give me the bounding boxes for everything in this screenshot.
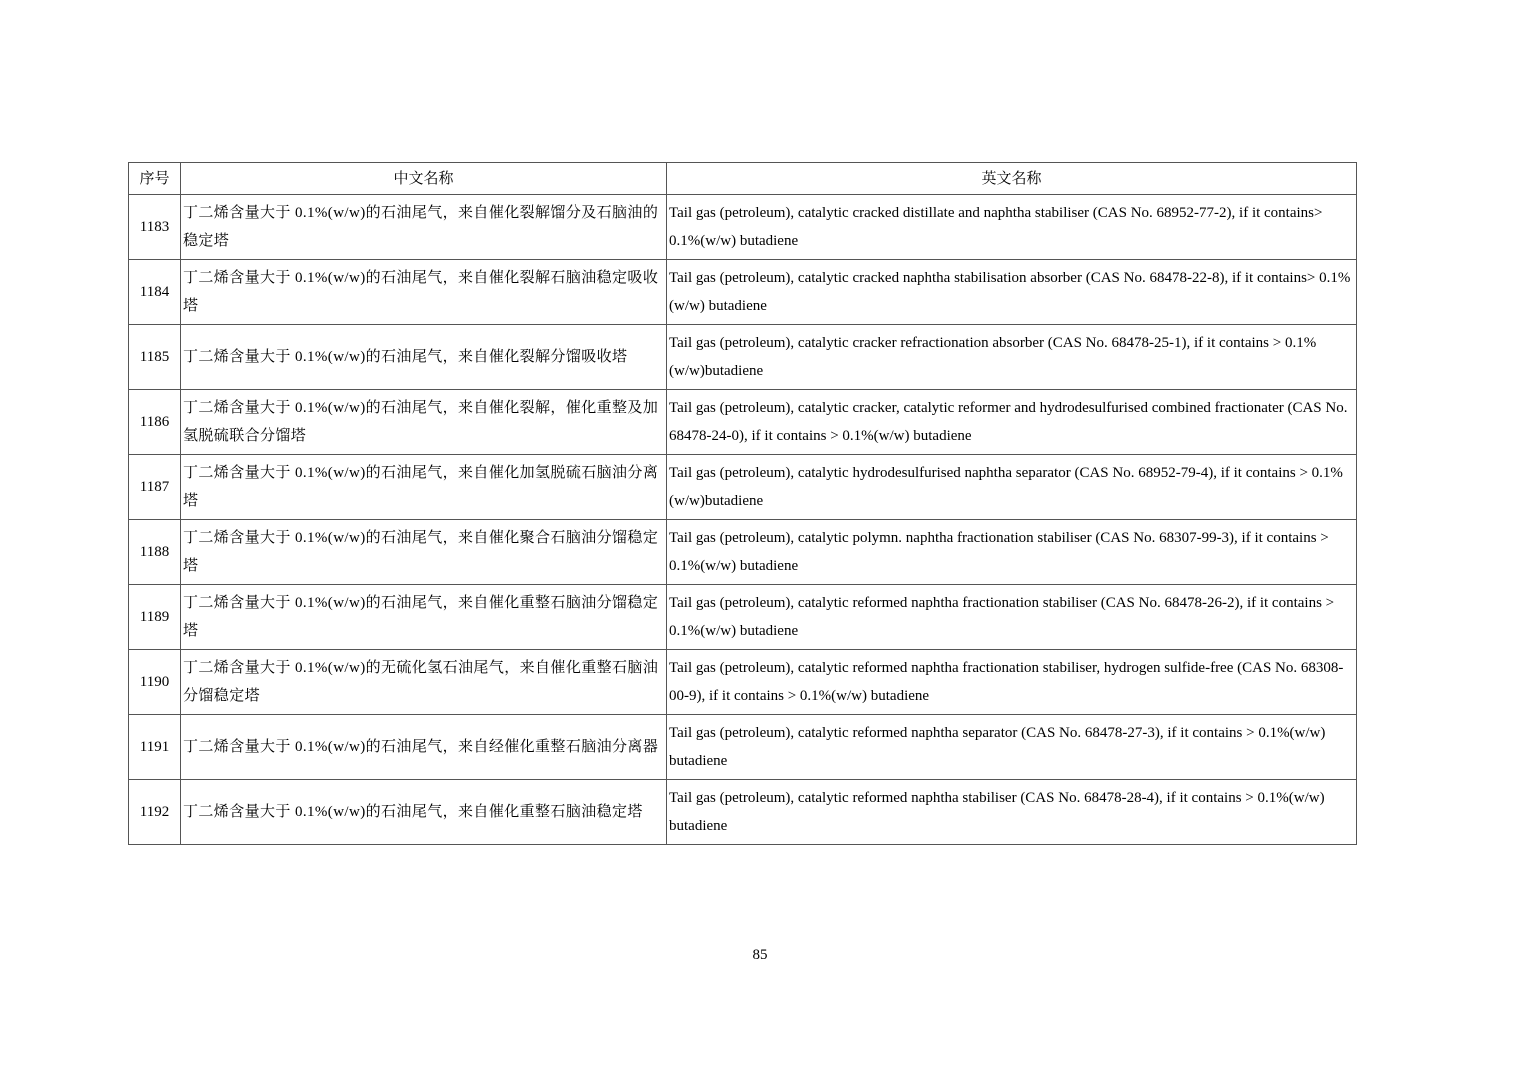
- row-serial-number: 1192: [129, 780, 181, 845]
- row-chinese-name: 丁二烯含量大于 0.1%(w/w)的石油尾气，来自催化重整石脑油稳定塔: [181, 780, 667, 845]
- table-row: [129, 325, 1357, 390]
- substance-table: [128, 162, 1357, 845]
- table-row: [129, 455, 1357, 520]
- row-serial-number: 1189: [129, 585, 181, 650]
- row-chinese-name: 丁二烯含量大于 0.1%(w/w)的石油尾气，来自催化裂解石脑油稳定吸收塔: [181, 260, 667, 325]
- table-row: [129, 195, 1357, 260]
- row-serial-number: 1191: [129, 715, 181, 780]
- row-serial-number: 1188: [129, 520, 181, 585]
- row-english-name: Tail gas (petroleum), catalytic cracked distillate and naphtha stabiliser (CAS No. 68952-77-2), if it contains> 0.1%(w/w) butadiene: [667, 195, 1357, 260]
- row-english-name: Tail gas (petroleum), catalytic hydrodesulfurised naphtha separator (CAS No. 68952-79-4), if it contains > 0.1%(w/w)butadiene: [667, 455, 1357, 520]
- page-number: 85: [752, 947, 768, 963]
- row-chinese-name: 丁二烯含量大于 0.1%(w/w)的石油尾气，来自催化裂解馏分及石脑油的稳定塔: [181, 195, 667, 260]
- header-chinese-name: 中文名称: [181, 163, 667, 195]
- table-row: [129, 650, 1357, 715]
- row-english-name: Tail gas (petroleum), catalytic cracked naphtha stabilisation absorber (CAS No. 68478-22-8), if it contains> 0.1%(w/w) butadiene: [667, 260, 1357, 325]
- row-english-name: Tail gas (petroleum), catalytic reformed naphtha stabiliser (CAS No. 68478-28-4), if it contains > 0.1%(w/w) butadiene: [667, 780, 1357, 845]
- table-row: [129, 520, 1357, 585]
- row-serial-number: 1190: [129, 650, 181, 715]
- row-serial-number: 1187: [129, 455, 181, 520]
- row-chinese-name: 丁二烯含量大于 0.1%(w/w)的石油尾气，来自催化重整石脑油分馏稳定塔: [181, 585, 667, 650]
- header-english-name: 英文名称: [667, 163, 1357, 195]
- row-english-name: Tail gas (petroleum), catalytic polymn. naphtha fractionation stabiliser (CAS No. 68307-99-3), if it contains > 0.1%(w/w) butadiene: [667, 520, 1357, 585]
- row-english-name: Tail gas (petroleum), catalytic cracker refractionation absorber (CAS No. 68478-25-1), if it contains > 0.1%(w/w)butadiene: [667, 325, 1357, 390]
- row-chinese-name: 丁二烯含量大于 0.1%(w/w)的石油尾气，来自催化裂解，催化重整及加氢脱硫联合分馏塔: [181, 390, 667, 455]
- row-chinese-name: 丁二烯含量大于 0.1%(w/w)的石油尾气，来自经催化重整石脑油分离器: [181, 715, 667, 780]
- row-serial-number: 1185: [129, 325, 181, 390]
- table-row: [129, 260, 1357, 325]
- row-english-name: Tail gas (petroleum), catalytic reformed naphtha separator (CAS No. 68478-27-3), if it contains > 0.1%(w/w) butadiene: [667, 715, 1357, 780]
- row-serial-number: 1186: [129, 390, 181, 455]
- row-chinese-name: 丁二烯含量大于 0.1%(w/w)的石油尾气，来自催化加氢脱硫石脑油分离塔: [181, 455, 667, 520]
- table-row: [129, 390, 1357, 455]
- row-english-name: Tail gas (petroleum), catalytic reformed naphtha fractionation stabiliser (CAS No. 68478-26-2), if it contains > 0.1%(w/w) butadiene: [667, 585, 1357, 650]
- table-row: [129, 780, 1357, 845]
- row-english-name: Tail gas (petroleum), catalytic reformed naphtha fractionation stabiliser, hydrogen sulfide-free (CAS No. 68308-00-9), if it contains > 0.1%(w/w) butadiene: [667, 650, 1357, 715]
- table-row: [129, 715, 1357, 780]
- table-header-row: [129, 163, 1357, 195]
- row-chinese-name: 丁二烯含量大于 0.1%(w/w)的无硫化氢石油尾气，来自催化重整石脑油分馏稳定塔: [181, 650, 667, 715]
- row-serial-number: 1184: [129, 260, 181, 325]
- row-serial-number: 1183: [129, 195, 181, 260]
- row-chinese-name: 丁二烯含量大于 0.1%(w/w)的石油尾气，来自催化聚合石脑油分馏稳定塔: [181, 520, 667, 585]
- header-serial-number: 序号: [129, 163, 181, 195]
- row-chinese-name: 丁二烯含量大于 0.1%(w/w)的石油尾气，来自催化裂解分馏吸收塔: [181, 325, 667, 390]
- table-row: [129, 585, 1357, 650]
- row-english-name: Tail gas (petroleum), catalytic cracker, catalytic reformer and hydrodesulfurised combined fractionater (CAS No. 68478-24-0), if it contains > 0.1%(w/w) butadiene: [667, 390, 1357, 455]
